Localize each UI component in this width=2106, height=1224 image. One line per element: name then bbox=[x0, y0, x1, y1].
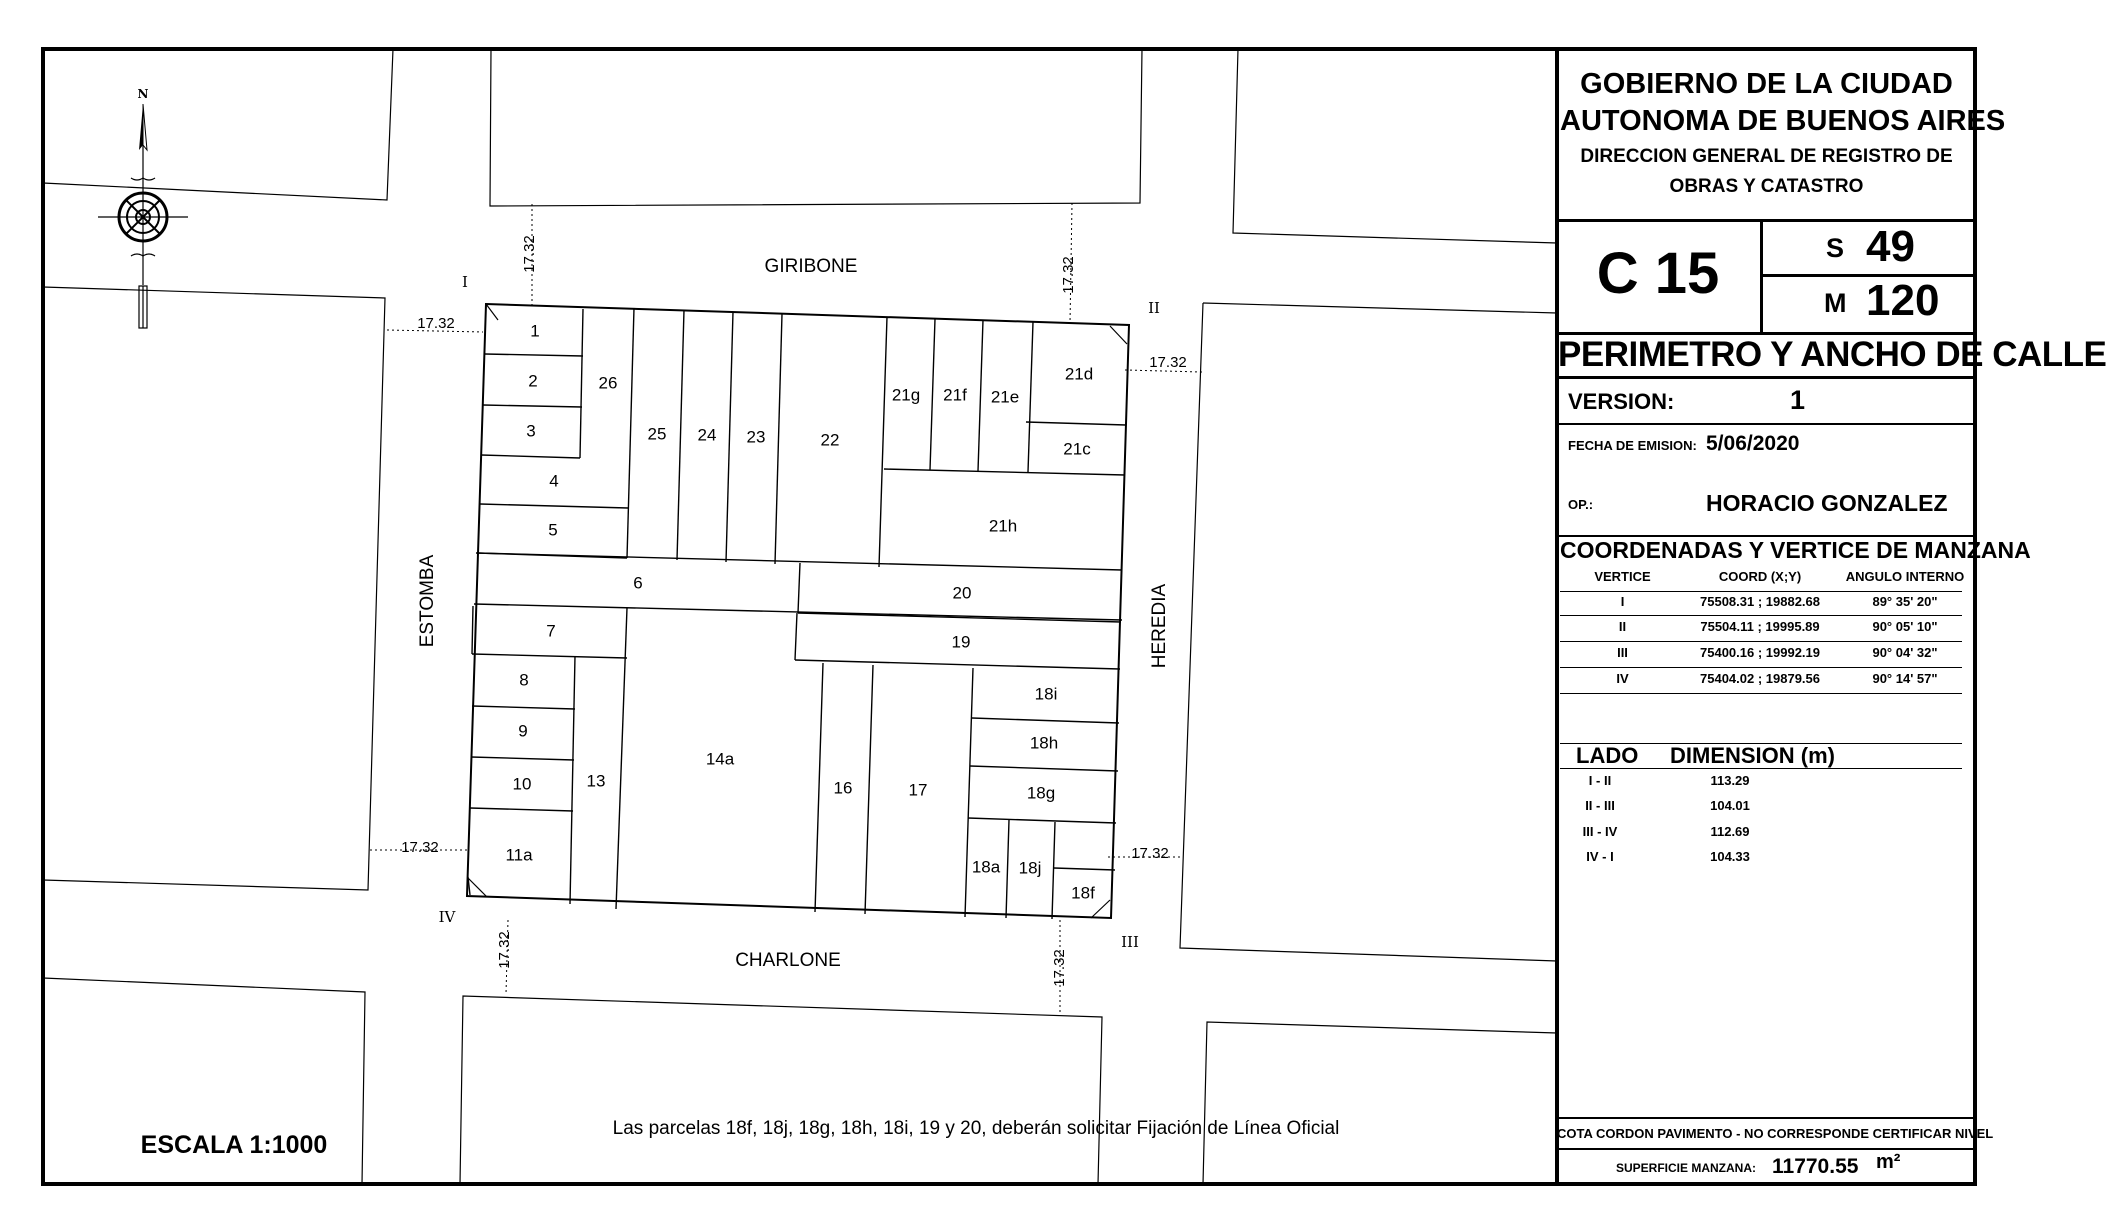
circunscripcion: C 15 bbox=[1596, 241, 1720, 306]
gov-line-2: AUTONOMA DE BUENOS AIRES bbox=[1560, 105, 2006, 137]
parcel-1: 1 bbox=[530, 321, 540, 341]
parcel-3: 3 bbox=[526, 421, 536, 441]
op-value: HORACIO GONZALEZ bbox=[1706, 490, 1948, 516]
street-right: HEREDIA bbox=[1149, 583, 1171, 669]
coords-header: VERTICE COORD (X;Y) ANGULO INTERNO bbox=[1594, 569, 1965, 584]
fecha-label: FECHA DE EMISION: bbox=[1568, 438, 1697, 453]
seccion-label: S bbox=[1826, 233, 1845, 263]
street-top: GIRIBONE bbox=[764, 256, 858, 278]
parcel-21g: 21g bbox=[891, 385, 921, 405]
neighbor-blocks bbox=[43, 49, 1557, 1184]
op-label: OP.: bbox=[1568, 497, 1594, 512]
fecha-value: 5/06/2020 bbox=[1706, 432, 1800, 455]
parcel-21c: 21c bbox=[1063, 439, 1091, 459]
parcel-10: 10 bbox=[512, 774, 532, 794]
lado-row: III - IV 112.69 bbox=[1582, 824, 1750, 839]
parcel-23: 23 bbox=[746, 427, 766, 447]
parcel-8: 8 bbox=[519, 670, 529, 690]
dimension-header: DIMENSION (m) bbox=[1670, 743, 1835, 768]
parcel-21f: 21f bbox=[943, 385, 967, 405]
official-line-note: Las parcelas 18f, 18j, 18g, 18h, 18i, 19 y 20, deberán solicitar Fijación de Línea Oficial bbox=[612, 1118, 1340, 1139]
street-left: ESTOMBA bbox=[417, 554, 439, 648]
version-value: 1 bbox=[1790, 385, 1806, 415]
parcel-9: 9 bbox=[518, 721, 528, 741]
vertex-II: II bbox=[1148, 299, 1160, 317]
parcel-26: 26 bbox=[598, 373, 618, 393]
cota-note: COTA CORDON PAVIMENTO - NO CORRESPONDE CERTIFICAR NIVEL bbox=[1557, 1126, 1994, 1141]
seccion-value: 49 bbox=[1866, 222, 1915, 271]
parcel-13: 13 bbox=[586, 771, 606, 791]
parcel-18g: 18g bbox=[1026, 783, 1056, 803]
parcel-18j: 18j bbox=[1018, 858, 1042, 878]
svg-text:17.32: 17.32 bbox=[1131, 844, 1169, 862]
parcel-11a: 11a bbox=[505, 845, 533, 865]
lado-row: IV - I 104.33 bbox=[1586, 849, 1750, 864]
parcel-5: 5 bbox=[548, 520, 558, 540]
parcel-25: 25 bbox=[647, 424, 667, 444]
parcel-18i: 18i bbox=[1034, 684, 1058, 704]
svg-text:17.32: 17.32 bbox=[1149, 353, 1187, 371]
lado-row: I - II 113.29 bbox=[1588, 773, 1750, 788]
parcel-21e: 21e bbox=[990, 387, 1020, 407]
gov-line-4: OBRAS Y CATASTRO bbox=[1669, 176, 1864, 197]
parcel-21d: 21d bbox=[1064, 364, 1094, 384]
parcel-7: 7 bbox=[546, 621, 556, 641]
version-label: VERSION: bbox=[1568, 389, 1675, 414]
parcel-2: 2 bbox=[528, 371, 538, 391]
parcel-14a: 14a bbox=[705, 749, 735, 769]
svg-text:17.32: 17.32 bbox=[417, 314, 455, 332]
manzana-value: 120 bbox=[1866, 276, 1940, 325]
parcel-18a: 18a bbox=[971, 857, 1001, 877]
svg-text:17.32: 17.32 bbox=[520, 235, 538, 273]
parcel-lines bbox=[468, 308, 1126, 919]
vertex-I: I bbox=[462, 273, 468, 291]
north-arrow-icon bbox=[98, 87, 188, 328]
coords-row: III 75400.16 ; 19992.19 90° 04' 32" bbox=[1617, 645, 1938, 660]
coords-row: I 75508.31 ; 19882.68 89° 35' 20" bbox=[1620, 594, 1938, 609]
coords-row: II 75504.11 ; 19995.89 90° 05' 10" bbox=[1618, 619, 1938, 634]
coords-title: COORDENADAS Y VERTICE DE MANZANA bbox=[1560, 537, 2031, 563]
parcel-4: 4 bbox=[549, 471, 559, 491]
street-width-labels bbox=[401, 235, 1187, 987]
gov-line-1: GOBIERNO DE LA CIUDAD bbox=[1580, 68, 1953, 100]
vertex-III: III bbox=[1121, 933, 1139, 951]
lado-row: II - III 104.01 bbox=[1585, 798, 1750, 813]
street-bottom: CHARLONE bbox=[735, 950, 841, 972]
svg-text:17.32: 17.32 bbox=[1050, 949, 1068, 987]
superficie-value: 11770.55 bbox=[1772, 1155, 1859, 1178]
lado-header: LADO bbox=[1576, 743, 1639, 768]
svg-text:17.32: 17.32 bbox=[495, 931, 513, 969]
parcel-20: 20 bbox=[952, 583, 972, 603]
parcel-17: 17 bbox=[908, 780, 928, 800]
svg-text:17.32: 17.32 bbox=[401, 838, 439, 856]
parcel-6: 6 bbox=[633, 573, 643, 593]
parcel-21h: 21h bbox=[988, 516, 1018, 536]
parcel-19: 19 bbox=[951, 632, 971, 652]
document-title: PERIMETRO Y ANCHO DE CALLE bbox=[1558, 335, 2106, 374]
parcel-24: 24 bbox=[697, 425, 717, 445]
parcel-16: 16 bbox=[833, 778, 853, 798]
vertex-IV: IV bbox=[438, 908, 456, 926]
svg-text:17.32: 17.32 bbox=[1059, 256, 1077, 294]
manzana-label: M bbox=[1824, 288, 1847, 318]
superficie-unit: m² bbox=[1876, 1151, 1901, 1173]
parcel-18f: 18f bbox=[1071, 883, 1095, 903]
parcel-22: 22 bbox=[820, 430, 840, 450]
coords-row: IV 75404.02 ; 19879.56 90° 14' 57" bbox=[1616, 671, 1938, 686]
gov-line-3: DIRECCION GENERAL DE REGISTRO DE bbox=[1580, 146, 1953, 167]
north-label: N bbox=[137, 87, 149, 101]
parcel-18h: 18h bbox=[1029, 733, 1059, 753]
superficie-label: SUPERFICIE MANZANA: bbox=[1616, 1161, 1756, 1175]
scale-label: ESCALA 1:1000 bbox=[140, 1131, 328, 1159]
